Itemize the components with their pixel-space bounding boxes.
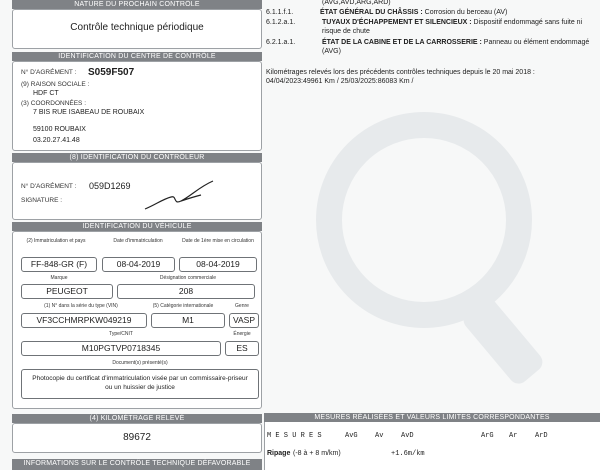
defect-row bbox=[266, 18, 596, 36]
defavorable-header: INFORMATIONS SUR LE CONTRÔLE TECHNIQUE DÉFAVORABLE bbox=[12, 459, 262, 470]
defect-code: 6.2.1.a.1. bbox=[266, 39, 296, 46]
centre-box bbox=[12, 61, 262, 151]
designation-value: 208 bbox=[117, 284, 255, 299]
categorie-value: M1 bbox=[151, 313, 225, 328]
defect-row bbox=[266, 8, 596, 17]
immat-value: FF-848-GR (F) bbox=[21, 257, 97, 272]
centre-city: 59100 ROUBAIX bbox=[33, 126, 86, 133]
defects-top: (AVG,AVD,ARG,ARD) bbox=[322, 0, 391, 6]
designation-label: Désignation commerciale bbox=[159, 275, 217, 281]
km-history-line-2: 04/04/2023:49961 Km / 25/03/2025:86083 Km / bbox=[266, 78, 414, 85]
energie-label: Énergie bbox=[233, 331, 251, 337]
mesures-col: AvG bbox=[345, 432, 358, 440]
date-circ-label: Date de 1ère mise en circulation bbox=[182, 238, 254, 244]
km-history-line-1: Kilométrages relevés lors des précédents contrôles techniques depuis le 20 mai 2018 : bbox=[266, 69, 535, 76]
vin-label: (1) N° dans la série du type (VIN) bbox=[44, 303, 118, 309]
mesures-col: Ar bbox=[509, 432, 518, 440]
controleur-box bbox=[12, 162, 262, 220]
immat-label: (2) Immatriculation et pays bbox=[26, 238, 86, 244]
defect-text: Dispositif endommagé sans fuite ni risque de chute bbox=[322, 19, 583, 35]
defect-title: TUYAUX D'ÉCHAPPEMENT ET SILENCIEUX : bbox=[322, 19, 472, 26]
type-label: Type/CNIT bbox=[109, 331, 133, 337]
coordonnees-label: (3) COORDONNÉES : bbox=[21, 100, 87, 107]
kilometrage-value: 89672 bbox=[123, 432, 151, 443]
controleur-agrement-label: N° D'AGRÉMENT : bbox=[21, 183, 77, 190]
genre-label: Genre bbox=[235, 303, 249, 309]
defect-code: 6.1.1.f.1. bbox=[266, 9, 294, 16]
date-immat-value: 08-04-2019 bbox=[102, 257, 175, 272]
defect-row bbox=[266, 38, 596, 56]
defect-title: ÉTAT DE LA CABINE ET DE LA CARROSSERIE : bbox=[322, 39, 482, 46]
vin-value: VF3CCHMRPKW049219 bbox=[21, 313, 147, 328]
documents-value: Photocopie du certificat d'immatriculation visée par un commissaire-priseur ou un huissier de justice bbox=[21, 369, 259, 399]
vehicule-header: IDENTIFICATION DU VÉHICULE bbox=[12, 222, 262, 231]
mesures-header: MESURES RÉALISÉES ET VALEURS LIMITES CORRESPONDANTES bbox=[264, 413, 600, 422]
raison-sociale-value: HDF CT bbox=[33, 90, 59, 97]
right-column bbox=[264, 0, 600, 470]
energie-value: ES bbox=[225, 341, 259, 356]
date-circ-value: 08-04-2019 bbox=[179, 257, 257, 272]
vehicule-box bbox=[12, 231, 262, 409]
centre-phone: 03.20.27.41.48 bbox=[33, 137, 80, 144]
ripage-label: Ripage bbox=[267, 450, 291, 457]
defect-text: Panneau ou élément endommagé (AVG) bbox=[322, 39, 590, 55]
centre-agrement-label: N° D'AGRÉMENT : bbox=[21, 69, 77, 76]
mesures-col: Av bbox=[375, 432, 384, 440]
defect-title: ÉTAT GÉNÉRAL DU CHÂSSIS : bbox=[320, 9, 423, 16]
kilometrage-box bbox=[12, 423, 262, 453]
genre-value: VASP bbox=[229, 313, 259, 328]
centre-agrement-value: S059F507 bbox=[88, 67, 135, 78]
mesures-col: ArG bbox=[481, 432, 494, 440]
nature-header: NATURE DU PROCHAIN CONTRÔLE bbox=[12, 0, 262, 9]
categorie-label: (5) Catégorie internationale bbox=[152, 303, 214, 309]
controleur-agrement-value: 059D1269 bbox=[89, 181, 131, 191]
raison-sociale-label: (9) RAISON SOCIALE : bbox=[21, 81, 90, 88]
mesures-col: ArD bbox=[535, 432, 548, 440]
signature-scribble bbox=[141, 177, 221, 213]
mesures-label: M E S U R E S bbox=[267, 432, 322, 440]
defect-code: 6.1.2.a.1. bbox=[266, 19, 296, 26]
watermark-magnifier-icon bbox=[274, 100, 574, 390]
centre-header: IDENTIFICATION DU CENTRE DE CONTRÔLE bbox=[12, 52, 262, 61]
defect-text: Corrosion du berceau (AV) bbox=[424, 9, 508, 16]
mesures-col: AvD bbox=[401, 432, 414, 440]
type-value: M10PGTVP0718345 bbox=[21, 341, 221, 356]
controleur-header: (8) IDENTIFICATION DU CONTRÔLEUR bbox=[12, 153, 262, 162]
mesures-box bbox=[264, 422, 600, 470]
marque-label: Marque bbox=[50, 275, 68, 281]
centre-address: 7 BIS RUE ISABEAU DE ROUBAIX bbox=[33, 109, 145, 116]
nature-box bbox=[12, 9, 262, 49]
ripage-value: +1.6m/km bbox=[391, 450, 425, 458]
kilometrage-header: (4) KILOMÉTRAGE RELEVÉ bbox=[12, 414, 262, 423]
date-immat-label: Date d'immatriculation bbox=[113, 238, 163, 244]
signature-label: SIGNATURE : bbox=[21, 197, 63, 204]
nature-value: Contrôle technique périodique bbox=[70, 22, 204, 33]
marque-value: PEUGEOT bbox=[21, 284, 113, 299]
ripage-range: (-8 à + 8 m/km) bbox=[293, 450, 341, 457]
documents-label: Document(s) présenté(s) bbox=[112, 360, 168, 366]
left-column bbox=[12, 0, 262, 470]
